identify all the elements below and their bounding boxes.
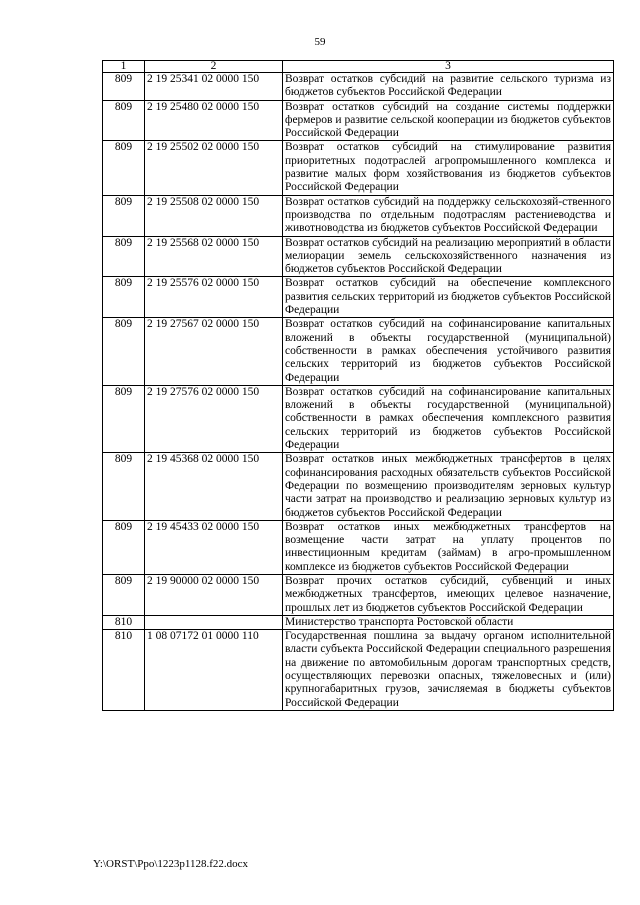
description-cell: Возврат остатков субсидий на софинансирование капитальных вложений в объекты государственной (муниципальной) собственности в рамках обеспечения устойчивого развития сельских территорий из бюджетов субъектов Российской Федерации: [283, 318, 614, 385]
admin-code-cell: 809: [103, 520, 145, 574]
budget-code-cell: [145, 615, 283, 629]
table-row: [103, 453, 614, 520]
admin-code-cell: 809: [103, 277, 145, 318]
description-cell: Возврат остатков иных межбюджетных трансфертов в целях софинансирования расходных обязательств субъектов Российской Федерации по возмещению производителям зерновых культур части затрат на производство и реализацию зерновых культур из бюджетов субъектов Российской Федерации: [283, 453, 614, 520]
admin-code-cell: 809: [103, 236, 145, 277]
table-row: [103, 195, 614, 236]
page-number: 59: [314, 36, 326, 48]
admin-code-cell: 810: [103, 630, 145, 711]
description-cell: Министерство транспорта Ростовской области: [283, 615, 614, 629]
column-header-3: 3: [283, 61, 614, 73]
admin-code-cell: 809: [103, 141, 145, 195]
description-cell: Возврат прочих остатков субсидий, субвенций и иных межбюджетных трансфертов, имеющих целевое назначение, прошлых лет из бюджетов субъектов Российской Федерации: [283, 574, 614, 615]
admin-code-cell: 809: [103, 73, 145, 101]
table-row: [103, 520, 614, 574]
admin-code-cell: 809: [103, 195, 145, 236]
table-row: [103, 277, 614, 318]
budget-code-cell: 2 19 25502 02 0000 150: [145, 141, 283, 195]
description-cell: Возврат остатков субсидий на создание системы поддержки фермеров и развитие сельской кооперации из бюджетов субъектов Российской Федерации: [283, 100, 614, 141]
table-row: [103, 100, 614, 141]
description-cell: Возврат остатков иных межбюджетных трансфертов на возмещение части затрат на уплату процентов по инвестиционным кредитам (займам) в агро-промышленном комплексе из бюджетов субъектов Российской Федерации: [283, 520, 614, 574]
budget-code-cell: 2 19 25341 02 0000 150: [145, 73, 283, 101]
description-cell: Возврат остатков субсидий на стимулирование развития приоритетных подотраслей агропромышленного комплекса и развитие малых форм хозяйствования из бюджетов субъектов Российской Федерации: [283, 141, 614, 195]
budget-code-cell: 2 19 27576 02 0000 150: [145, 385, 283, 452]
column-header-2: 2: [145, 61, 283, 73]
budget-code-cell: 2 19 45368 02 0000 150: [145, 453, 283, 520]
table-row: [103, 385, 614, 452]
admin-code-cell: 809: [103, 574, 145, 615]
description-cell: Возврат остатков субсидий на обеспечение комплексного развития сельских территорий из бюджетов субъектов Российской Федерации: [283, 277, 614, 318]
budget-code-cell: 2 19 45433 02 0000 150: [145, 520, 283, 574]
budget-code-cell: 2 19 27567 02 0000 150: [145, 318, 283, 385]
budget-classification-table: [102, 60, 614, 711]
budget-code-cell: 2 19 90000 02 0000 150: [145, 574, 283, 615]
description-cell: Возврат остатков субсидий на реализацию мероприятий в области мелиорации земель сельскохозяйственного назначения из бюджетов субъектов Российской Федерации: [283, 236, 614, 277]
description-cell: Возврат остатков субсидий на поддержку сельскохозяй-ственного производства по отдельным подотраслям растениеводства и животноводства из бюджетов субъектов Российской Федерации: [283, 195, 614, 236]
description-cell: Возврат остатков субсидий на развитие сельского туризма из бюджетов субъектов Российской Федерации: [283, 73, 614, 101]
budget-code-cell: 2 19 25576 02 0000 150: [145, 277, 283, 318]
table-row: [103, 141, 614, 195]
column-header-1: 1: [103, 61, 145, 73]
budget-code-cell: 1 08 07172 01 0000 110: [145, 630, 283, 711]
table-header-row: [103, 61, 614, 73]
table-row: [103, 630, 614, 711]
admin-code-cell: 810: [103, 615, 145, 629]
description-cell: Возврат остатков субсидий на софинансирование капитальных вложений в объекты государственной (муниципальной) собственности в рамках обеспечения комплексного развития сельских территорий из бюджетов субъектов Российской Федерации: [283, 385, 614, 452]
table-row: [103, 318, 614, 385]
admin-code-cell: 809: [103, 453, 145, 520]
admin-code-cell: 809: [103, 318, 145, 385]
table-row: [103, 73, 614, 101]
budget-code-cell: 2 19 25508 02 0000 150: [145, 195, 283, 236]
table-row: [103, 615, 614, 629]
file-path-footer: Y:\ORST\Ppo\1223p1128.f22.docx: [93, 858, 249, 870]
description-cell: Государственная пошлина за выдачу органом исполнительной власти субъекта Российской Федерации специального разрешения на движение по автомобильным дорогам транспортных средств, осуществляющих перевозки опасных, тяжеловесных и (или) крупногабаритных грузов, зачисляемая в бюджеты субъектов Российской Федерации: [283, 630, 614, 711]
admin-code-cell: 809: [103, 385, 145, 452]
budget-code-cell: 2 19 25568 02 0000 150: [145, 236, 283, 277]
table-row: [103, 236, 614, 277]
budget-code-cell: 2 19 25480 02 0000 150: [145, 100, 283, 141]
table-row: [103, 574, 614, 615]
admin-code-cell: 809: [103, 100, 145, 141]
